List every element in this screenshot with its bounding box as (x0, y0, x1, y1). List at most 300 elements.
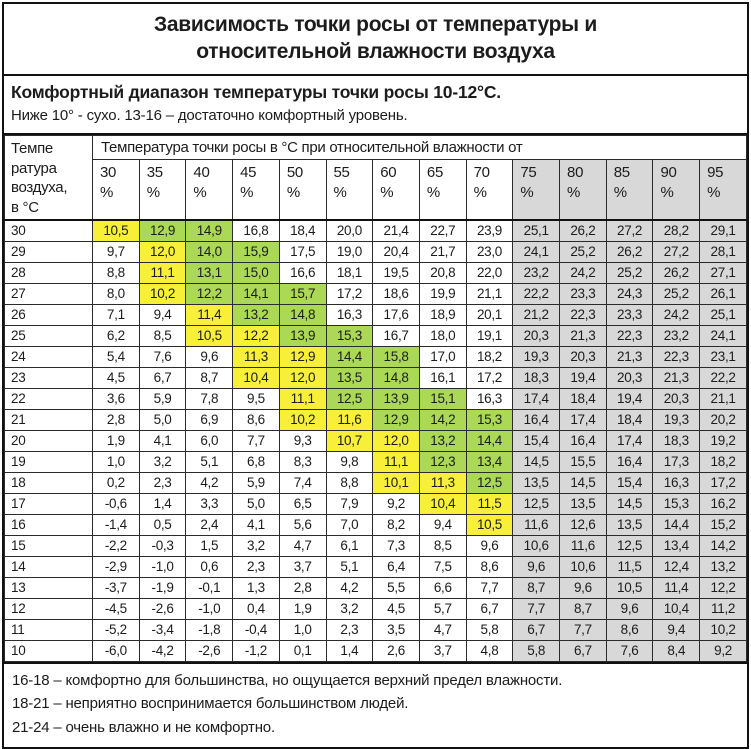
dew-point-cell: 7,6 (139, 346, 186, 367)
dew-point-cell: 8,3 (279, 451, 326, 472)
percent-sign: % (146, 183, 160, 201)
dew-point-cell: 7,4 (279, 472, 326, 493)
dew-point-cell: 23,2 (653, 325, 700, 346)
dew-point-cell: 2,8 (279, 577, 326, 598)
dew-point-cell: 21,3 (653, 367, 700, 388)
table-row-temp-21 (5, 409, 747, 430)
dew-point-cell: 8,7 (186, 367, 233, 388)
dew-point-cell: 8,0 (93, 283, 140, 304)
percent-sign: % (240, 183, 254, 201)
dew-point-cell: 7,7 (513, 598, 560, 619)
dew-point-cell: 6,0 (186, 430, 233, 451)
dew-point-cell: 17,5 (279, 241, 326, 262)
table-row-temp-13 (5, 577, 747, 598)
dew-point-cell: 12,2 (233, 325, 280, 346)
dew-point-cell: 18,4 (560, 388, 607, 409)
dew-point-cell: 14,9 (186, 220, 233, 242)
dew-point-cell: 11,4 (653, 577, 700, 598)
dew-point-cell: 1,4 (139, 493, 186, 514)
dew-point-cell: 0,2 (93, 472, 140, 493)
dew-point-cell: 18,0 (419, 325, 466, 346)
dew-point-cell: 9,2 (373, 493, 420, 514)
humidity-column-header-80 (560, 160, 607, 220)
legend-notes (4, 662, 747, 748)
dew-point-cell: 5,7 (419, 598, 466, 619)
dew-point-cell: 13,4 (466, 451, 513, 472)
dew-point-cell: 4,8 (466, 640, 513, 661)
dew-point-cell: 5,4 (93, 346, 140, 367)
dew-point-cell: 24,3 (606, 283, 653, 304)
air-temp-label: 26 (5, 304, 93, 325)
humidity-column-header-70 (466, 160, 513, 220)
dew-point-cell: 4,7 (419, 619, 466, 640)
dew-point-cell: -4,2 (139, 640, 186, 661)
air-temp-label: 22 (5, 388, 93, 409)
dew-point-cell: 15,3 (326, 325, 373, 346)
dew-point-cell: 2,3 (139, 472, 186, 493)
dew-point-cell: 5,5 (373, 577, 420, 598)
dew-point-cell: 8,8 (326, 472, 373, 493)
dew-point-cell: 21,7 (419, 241, 466, 262)
dew-point-cell: 9,6 (606, 598, 653, 619)
humidity-header-row (5, 160, 747, 220)
dew-point-cell: 8,5 (419, 535, 466, 556)
percent-sign: % (286, 183, 300, 201)
dew-point-cell: 13,9 (279, 325, 326, 346)
dew-point-cell: 14,2 (419, 409, 466, 430)
dew-point-cell: 18,6 (373, 283, 420, 304)
dew-point-cell: 15,3 (653, 493, 700, 514)
dew-point-cell: 10,6 (560, 556, 607, 577)
dew-point-cell: 20,0 (326, 220, 373, 242)
dew-point-cell: -2,2 (93, 535, 140, 556)
dew-point-cell: 7,1 (93, 304, 140, 325)
dew-point-cell: 9,6 (186, 346, 233, 367)
dew-point-cell: 25,1 (513, 220, 560, 242)
dew-point-cell: 6,6 (419, 577, 466, 598)
dew-point-cell: 23,9 (466, 220, 513, 242)
air-temp-label: 14 (5, 556, 93, 577)
dew-point-cell: 22,2 (700, 367, 747, 388)
dry-comfort-line: Ниже 10° - сухо. 13-16 – достаточно комфортный уровень. (11, 107, 408, 124)
humidity-value: 95 (707, 164, 724, 181)
dew-point-cell: 22,3 (560, 304, 607, 325)
dew-point-cell: 9,3 (279, 430, 326, 451)
dew-point-cell: 19,4 (560, 367, 607, 388)
dew-point-cell: 1,4 (326, 640, 373, 661)
humidity-value: 70 (473, 164, 490, 181)
dew-point-cell: 29,1 (700, 220, 747, 242)
dew-point-cell: 11,1 (139, 262, 186, 283)
dew-point-cell: 15,4 (606, 472, 653, 493)
table-row-temp-14 (5, 556, 747, 577)
dew-point-cell: 26,2 (653, 262, 700, 283)
dew-point-cell: 11,1 (279, 388, 326, 409)
table-row-temp-22 (5, 388, 747, 409)
dew-point-cell: 13,9 (373, 388, 420, 409)
table-row-temp-23 (5, 367, 747, 388)
dew-point-cell: 1,5 (186, 535, 233, 556)
dew-point-cell: 15,7 (279, 283, 326, 304)
dew-point-cell: 23,3 (606, 304, 653, 325)
dew-point-cell: 13,2 (419, 430, 466, 451)
dew-point-cell: 21,3 (560, 325, 607, 346)
table-row-temp-17 (5, 493, 747, 514)
dew-point-cell: 14,4 (653, 514, 700, 535)
dew-point-cell: 9,6 (466, 535, 513, 556)
air-temp-label: 25 (5, 325, 93, 346)
dew-point-cell: 11,6 (513, 514, 560, 535)
dew-point-cell: 12,9 (279, 346, 326, 367)
air-temp-label: 29 (5, 241, 93, 262)
dew-point-cell: 11,6 (560, 535, 607, 556)
dew-point-cell: 6,7 (466, 598, 513, 619)
dew-point-cell: 11,3 (233, 346, 280, 367)
legend-note-16-18: 16-18 – комфортно для большинства, но ощущается верхний предел влажности. (12, 671, 563, 689)
dew-point-cell: 18,9 (419, 304, 466, 325)
dew-point-cell: 4,5 (373, 598, 420, 619)
dew-point-cell: 18,4 (606, 409, 653, 430)
dew-point-cell: 24,2 (653, 304, 700, 325)
humidity-column-header-40 (186, 160, 233, 220)
dew-point-cell: 2,4 (186, 514, 233, 535)
dew-point-cell: 4,2 (326, 577, 373, 598)
percent-sign: % (660, 183, 674, 201)
dew-point-cell: 9,8 (326, 451, 373, 472)
dew-point-cell: 18,4 (279, 220, 326, 242)
dew-point-cell: 20,3 (560, 346, 607, 367)
dew-point-cell: 18,1 (326, 262, 373, 283)
page-title-line1: Зависимость точки росы от температуры и (154, 13, 597, 36)
humidity-value: 90 (660, 164, 677, 181)
humidity-value: 50 (286, 164, 303, 181)
dew-point-cell: 17,2 (326, 283, 373, 304)
dew-point-cell: 19,9 (419, 283, 466, 304)
percent-sign: % (473, 183, 487, 201)
dew-point-cell: 19,4 (606, 388, 653, 409)
air-temp-label: 16 (5, 514, 93, 535)
dew-point-cell: 3,2 (233, 535, 280, 556)
dew-point-cell: 9,6 (513, 556, 560, 577)
dew-point-cell: 21,1 (700, 388, 747, 409)
air-temp-label: 17 (5, 493, 93, 514)
dew-point-cell: 23,0 (466, 241, 513, 262)
air-temp-label: 21 (5, 409, 93, 430)
table-row-temp-29 (5, 241, 747, 262)
dew-point-cell: 8,7 (513, 577, 560, 598)
dew-point-cell: 12,9 (373, 409, 420, 430)
dew-point-cell: 12,2 (700, 577, 747, 598)
dew-point-cell: 14,0 (186, 241, 233, 262)
dew-point-cell: 19,2 (700, 430, 747, 451)
dew-point-cell: 12,0 (373, 430, 420, 451)
dew-point-cell: 15,8 (373, 346, 420, 367)
humidity-column-header-65 (419, 160, 466, 220)
dew-point-cell: 7,5 (419, 556, 466, 577)
dew-point-cell: 6,8 (233, 451, 280, 472)
humidity-column-header-55 (326, 160, 373, 220)
dew-point-cell: 14,5 (606, 493, 653, 514)
dew-point-cell: 17,2 (466, 367, 513, 388)
dew-point-cell: 10,4 (419, 493, 466, 514)
dew-point-cell: 17,4 (560, 409, 607, 430)
dew-point-cell: 16,4 (606, 451, 653, 472)
table-row-temp-10 (5, 640, 747, 661)
dew-point-cell: 6,7 (513, 619, 560, 640)
dew-point-cell: 16,4 (560, 430, 607, 451)
dew-point-cell: 11,5 (606, 556, 653, 577)
air-temp-label: 10 (5, 640, 93, 661)
dew-point-cell: 4,5 (93, 367, 140, 388)
air-temperature-header-line: ратура (11, 159, 57, 177)
dew-point-cell: 16,3 (326, 304, 373, 325)
table-row-temp-24 (5, 346, 747, 367)
dew-point-cell: 22,2 (513, 283, 560, 304)
dew-point-cell: 2,8 (93, 409, 140, 430)
dew-point-cell: 12,4 (653, 556, 700, 577)
dew-point-cell: 12,9 (139, 220, 186, 242)
dew-point-cell: 19,1 (466, 325, 513, 346)
dew-point-cell: 25,2 (606, 262, 653, 283)
percent-sign: % (520, 183, 534, 201)
dew-point-cell: 2,3 (326, 619, 373, 640)
dew-point-cell: 6,1 (326, 535, 373, 556)
dew-point-cell: 8,4 (653, 640, 700, 661)
dew-point-cell: 6,9 (186, 409, 233, 430)
percent-sign: % (426, 183, 440, 201)
dew-point-cell: 15,5 (560, 451, 607, 472)
dew-point-cell: 8,6 (606, 619, 653, 640)
dew-point-cell: -1,8 (186, 619, 233, 640)
dew-point-cell: 14,4 (326, 346, 373, 367)
dew-point-cell: -2,9 (93, 556, 140, 577)
dew-point-cell: 12,5 (606, 535, 653, 556)
table-row-temp-27 (5, 283, 747, 304)
dew-point-cell: 20,3 (653, 388, 700, 409)
dew-point-cell: 12,5 (466, 472, 513, 493)
table-row-temp-19 (5, 451, 747, 472)
dew-point-cell: 24,1 (700, 325, 747, 346)
dew-point-cell: 10,7 (326, 430, 373, 451)
dew-point-cell: 1,9 (93, 430, 140, 451)
dew-point-cell: 11,6 (326, 409, 373, 430)
air-temp-label: 15 (5, 535, 93, 556)
dew-point-cell: 16,1 (419, 367, 466, 388)
dew-point-cell: 17,2 (700, 472, 747, 493)
dew-point-cell: 5,6 (279, 514, 326, 535)
page-title-line2: относительной влажности воздуха (196, 40, 555, 63)
dew-point-cell: 2,3 (233, 556, 280, 577)
dew-point-cell: 5,9 (139, 388, 186, 409)
percent-sign: % (380, 183, 394, 201)
table-row-temp-26 (5, 304, 747, 325)
dew-point-cell: 12,6 (560, 514, 607, 535)
dew-point-cell: 16,4 (513, 409, 560, 430)
dew-point-cell: 16,8 (233, 220, 280, 242)
air-temp-label: 19 (5, 451, 93, 472)
air-temp-label: 11 (5, 619, 93, 640)
dew-point-cell: 10,5 (93, 220, 140, 242)
air-temp-label: 27 (5, 283, 93, 304)
air-temp-label: 23 (5, 367, 93, 388)
table-row-temp-30 (5, 220, 747, 242)
dew-point-cell: 5,9 (233, 472, 280, 493)
dew-point-cell: 12,5 (513, 493, 560, 514)
dew-point-cell: 7,3 (373, 535, 420, 556)
table-row-temp-11 (5, 619, 747, 640)
dew-point-cell: 3,2 (139, 451, 186, 472)
humidity-value: 75 (520, 164, 537, 181)
humidity-column-header-50 (279, 160, 326, 220)
humidity-column-header-95 (700, 160, 747, 220)
humidity-column-header-45 (233, 160, 280, 220)
dew-point-cell: 21,1 (466, 283, 513, 304)
dew-point-cell: 14,5 (560, 472, 607, 493)
dew-point-cell: -0,1 (186, 577, 233, 598)
dew-point-cell: 3,3 (186, 493, 233, 514)
dew-point-cell: 1,9 (279, 598, 326, 619)
dew-point-cell: 7,0 (326, 514, 373, 535)
table-row-temp-16 (5, 514, 747, 535)
dew-point-cell: 9,2 (700, 640, 747, 661)
dew-point-cell: -2,6 (139, 598, 186, 619)
dew-point-cell: 13,2 (700, 556, 747, 577)
dew-point-cell: 13,2 (233, 304, 280, 325)
dew-point-cell: -5,2 (93, 619, 140, 640)
dew-point-cell: -0,4 (233, 619, 280, 640)
dew-point-cell: 4,1 (233, 514, 280, 535)
dew-point-cell: 6,7 (139, 367, 186, 388)
dew-point-cell: 6,5 (279, 493, 326, 514)
table-row-temp-18 (5, 472, 747, 493)
air-temperature-header-line: Темпе (11, 140, 53, 157)
dew-point-cell: 20,4 (373, 241, 420, 262)
dew-point-cell: 17,4 (606, 430, 653, 451)
dew-point-cell: 3,5 (373, 619, 420, 640)
percent-sign: % (333, 183, 347, 201)
dew-point-cell: 14,5 (513, 451, 560, 472)
dew-point-cell: 19,5 (373, 262, 420, 283)
page-title (4, 4, 747, 76)
comfort-range-note (4, 76, 747, 135)
humidity-value: 65 (426, 164, 444, 181)
dew-point-cell: 16,2 (700, 493, 747, 514)
dew-point-cell: 26,2 (606, 241, 653, 262)
table-header-row-top (5, 136, 747, 160)
dew-point-cell: 9,7 (93, 241, 140, 262)
dew-point-cell: 2,6 (373, 640, 420, 661)
dew-point-cell: 28,2 (653, 220, 700, 242)
humidity-value: 80 (567, 164, 584, 181)
dew-point-table (4, 135, 747, 662)
humidity-value: 40 (193, 164, 210, 181)
air-temp-label: 18 (5, 472, 93, 493)
dew-point-cell: 15,1 (419, 388, 466, 409)
percent-sign: % (100, 183, 114, 201)
dew-point-cell: -1,9 (139, 577, 186, 598)
dew-point-cell: 10,6 (513, 535, 560, 556)
dew-point-cell: 14,4 (466, 430, 513, 451)
dew-point-cell: 0,6 (186, 556, 233, 577)
dew-point-cell: 25,2 (560, 241, 607, 262)
dew-point-cell: -1,0 (139, 556, 186, 577)
dew-point-cell: 22,3 (653, 346, 700, 367)
humidity-value: 60 (380, 164, 397, 181)
dew-point-cell: 7,7 (560, 619, 607, 640)
dew-point-cell: 16,3 (653, 472, 700, 493)
dew-point-cell: 9,4 (139, 304, 186, 325)
dew-point-cell: 3,7 (279, 556, 326, 577)
dew-point-cell: 10,2 (700, 619, 747, 640)
dew-point-cell: 6,4 (373, 556, 420, 577)
dew-point-cell: 13,5 (513, 472, 560, 493)
dew-point-cell: 14,8 (373, 367, 420, 388)
air-temp-label: 24 (5, 346, 93, 367)
dew-point-cell: 19,3 (513, 346, 560, 367)
dew-point-cell: 17,0 (419, 346, 466, 367)
humidity-column-header-85 (606, 160, 653, 220)
dew-point-cell: -6,0 (93, 640, 140, 661)
dew-point-cell: 8,8 (93, 262, 140, 283)
dew-point-cell: 13,5 (606, 514, 653, 535)
table-row-temp-20 (5, 430, 747, 451)
dew-point-cell: 21,2 (513, 304, 560, 325)
dew-point-cell: 19,3 (653, 409, 700, 430)
dew-point-cell: -0,3 (139, 535, 186, 556)
percent-sign: % (613, 183, 627, 201)
table-row-temp-28 (5, 262, 747, 283)
dew-point-cell: 9,4 (419, 514, 466, 535)
dew-point-cell: 12,5 (326, 388, 373, 409)
humidity-column-header-60 (373, 160, 420, 220)
dew-point-cell: 6,2 (93, 325, 140, 346)
dew-point-cell: 5,0 (233, 493, 280, 514)
dew-point-cell: 8,6 (233, 409, 280, 430)
dew-point-cell: 10,5 (466, 514, 513, 535)
dew-point-cell: 7,8 (186, 388, 233, 409)
dew-point-cell: 11,3 (419, 472, 466, 493)
dew-point-cell: 22,0 (466, 262, 513, 283)
dew-point-cell: 8,5 (139, 325, 186, 346)
dew-point-cell: 24,2 (560, 262, 607, 283)
dew-point-cell: 17,6 (373, 304, 420, 325)
humidity-value: 35 (146, 164, 163, 181)
dew-point-cell: 10,1 (373, 472, 420, 493)
air-temp-label: 30 (5, 220, 93, 242)
dew-point-cell: 10,5 (606, 577, 653, 598)
dew-point-cell: 10,2 (139, 283, 186, 304)
dew-point-cell: 22,3 (606, 325, 653, 346)
dew-point-cell: 4,2 (186, 472, 233, 493)
dew-point-cell: 18,3 (653, 430, 700, 451)
dew-point-cell: 12,0 (139, 241, 186, 262)
dew-point-cell: 9,5 (233, 388, 280, 409)
dew-point-cell: 11,2 (700, 598, 747, 619)
dew-point-cell: 9,4 (653, 619, 700, 640)
table-row-temp-15 (5, 535, 747, 556)
dew-point-cell: 21,4 (373, 220, 420, 242)
dew-point-cell: 10,4 (653, 598, 700, 619)
dew-point-cell: 14,2 (700, 535, 747, 556)
dew-point-cell: -0,6 (93, 493, 140, 514)
dew-point-cell: -2,6 (186, 640, 233, 661)
legend-note-21-24: 21-24 – очень влажно и не комфортно. (12, 718, 275, 736)
humidity-value: 55 (333, 164, 350, 181)
humidity-value: 45 (240, 164, 257, 181)
dew-point-cell: 0,1 (279, 640, 326, 661)
table-row-temp-12 (5, 598, 747, 619)
dew-point-cell: 27,2 (606, 220, 653, 242)
